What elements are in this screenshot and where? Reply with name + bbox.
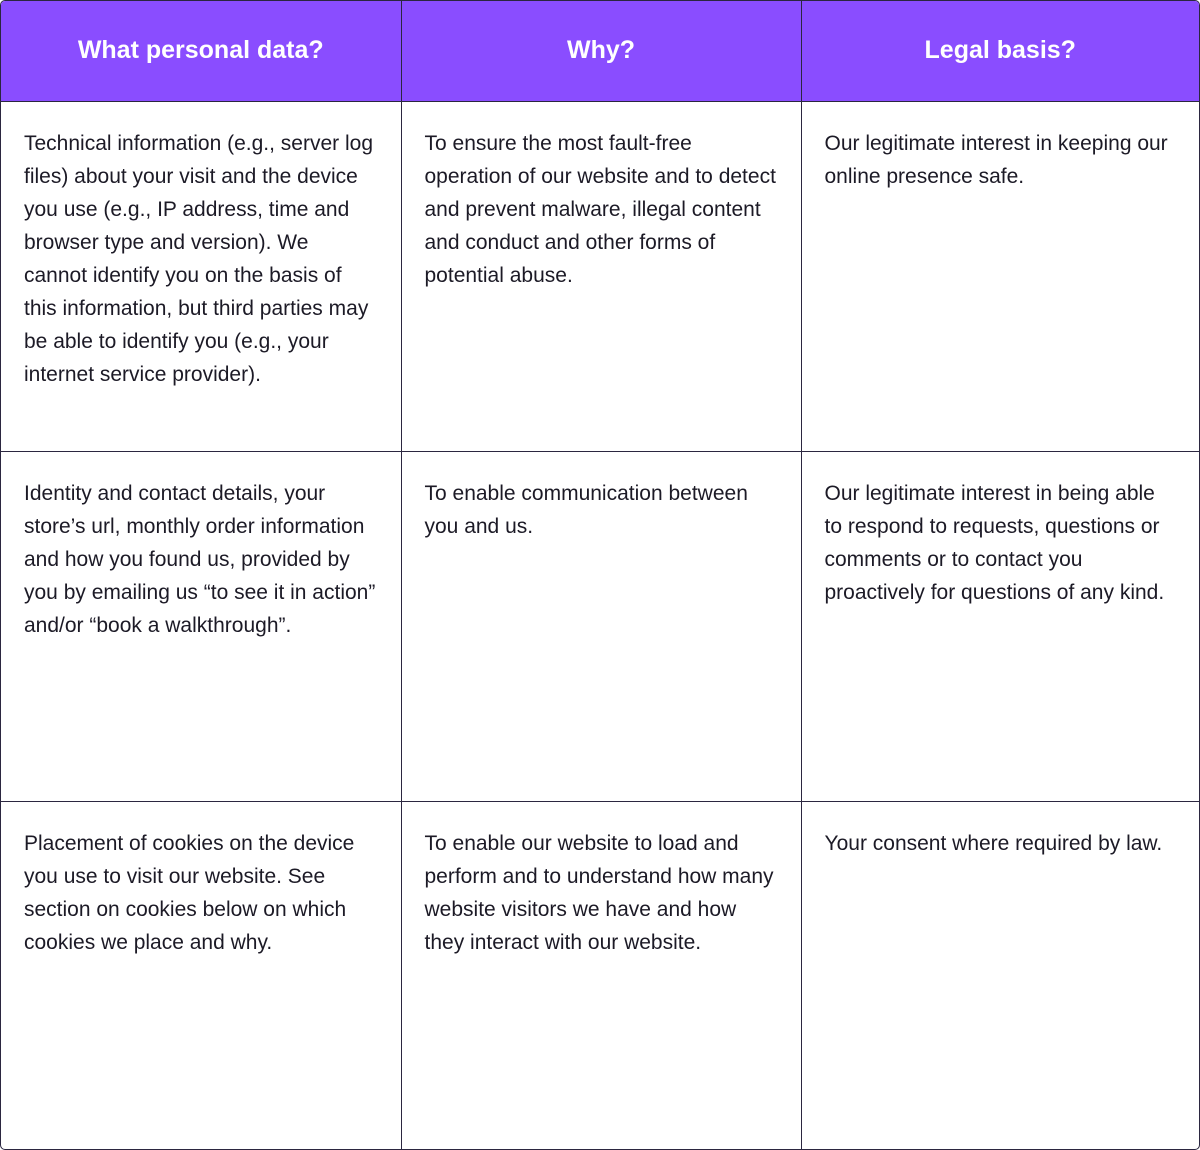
cell-personal-data: Technical information (e.g., server log files) about your visit and the device you use (e.g., IP address, time and browser type and version). We cannot identify you on the basis of this information, but third parties may be able to identify you (e.g., your internet service provider). — [1, 101, 401, 451]
cell-personal-data: Identity and contact details, your store’s url, monthly order information and how you found us, provided by you by emailing us “to see it in action” and/or “book a walkthrough”. — [1, 451, 401, 801]
cell-why: To enable our website to load and perform and to understand how many website visitors we have and how they interact with our website. — [401, 801, 801, 1150]
header-why: Why? — [401, 1, 801, 101]
data-processing-table — [1, 1, 1199, 1150]
cell-legal-basis: Our legitimate interest in being able to respond to requests, questions or comments or to contact you proactively for questions of any kind. — [801, 451, 1199, 801]
cell-why: To ensure the most fault-free operation of our website and to detect and prevent malware, illegal content and conduct and other forms of potential abuse. — [401, 101, 801, 451]
table-header — [1, 1, 1199, 101]
cell-why: To enable communication between you and us. — [401, 451, 801, 801]
header-row — [1, 1, 1199, 101]
cell-legal-basis: Our legitimate interest in keeping our online presence safe. — [801, 101, 1199, 451]
header-personal-data: What personal data? — [1, 1, 401, 101]
cell-legal-basis: Your consent where required by law. — [824, 831, 1163, 855]
table-row — [1, 801, 1199, 1150]
header-legal-basis: Legal basis? — [801, 1, 1199, 101]
cell-personal-data: Placement of cookies on the device you use to visit our website. See section on cookies below on which cookies we place and why. — [1, 801, 401, 1150]
table-row — [1, 101, 1199, 451]
table-row — [1, 451, 1199, 801]
table-body — [1, 101, 1199, 1150]
